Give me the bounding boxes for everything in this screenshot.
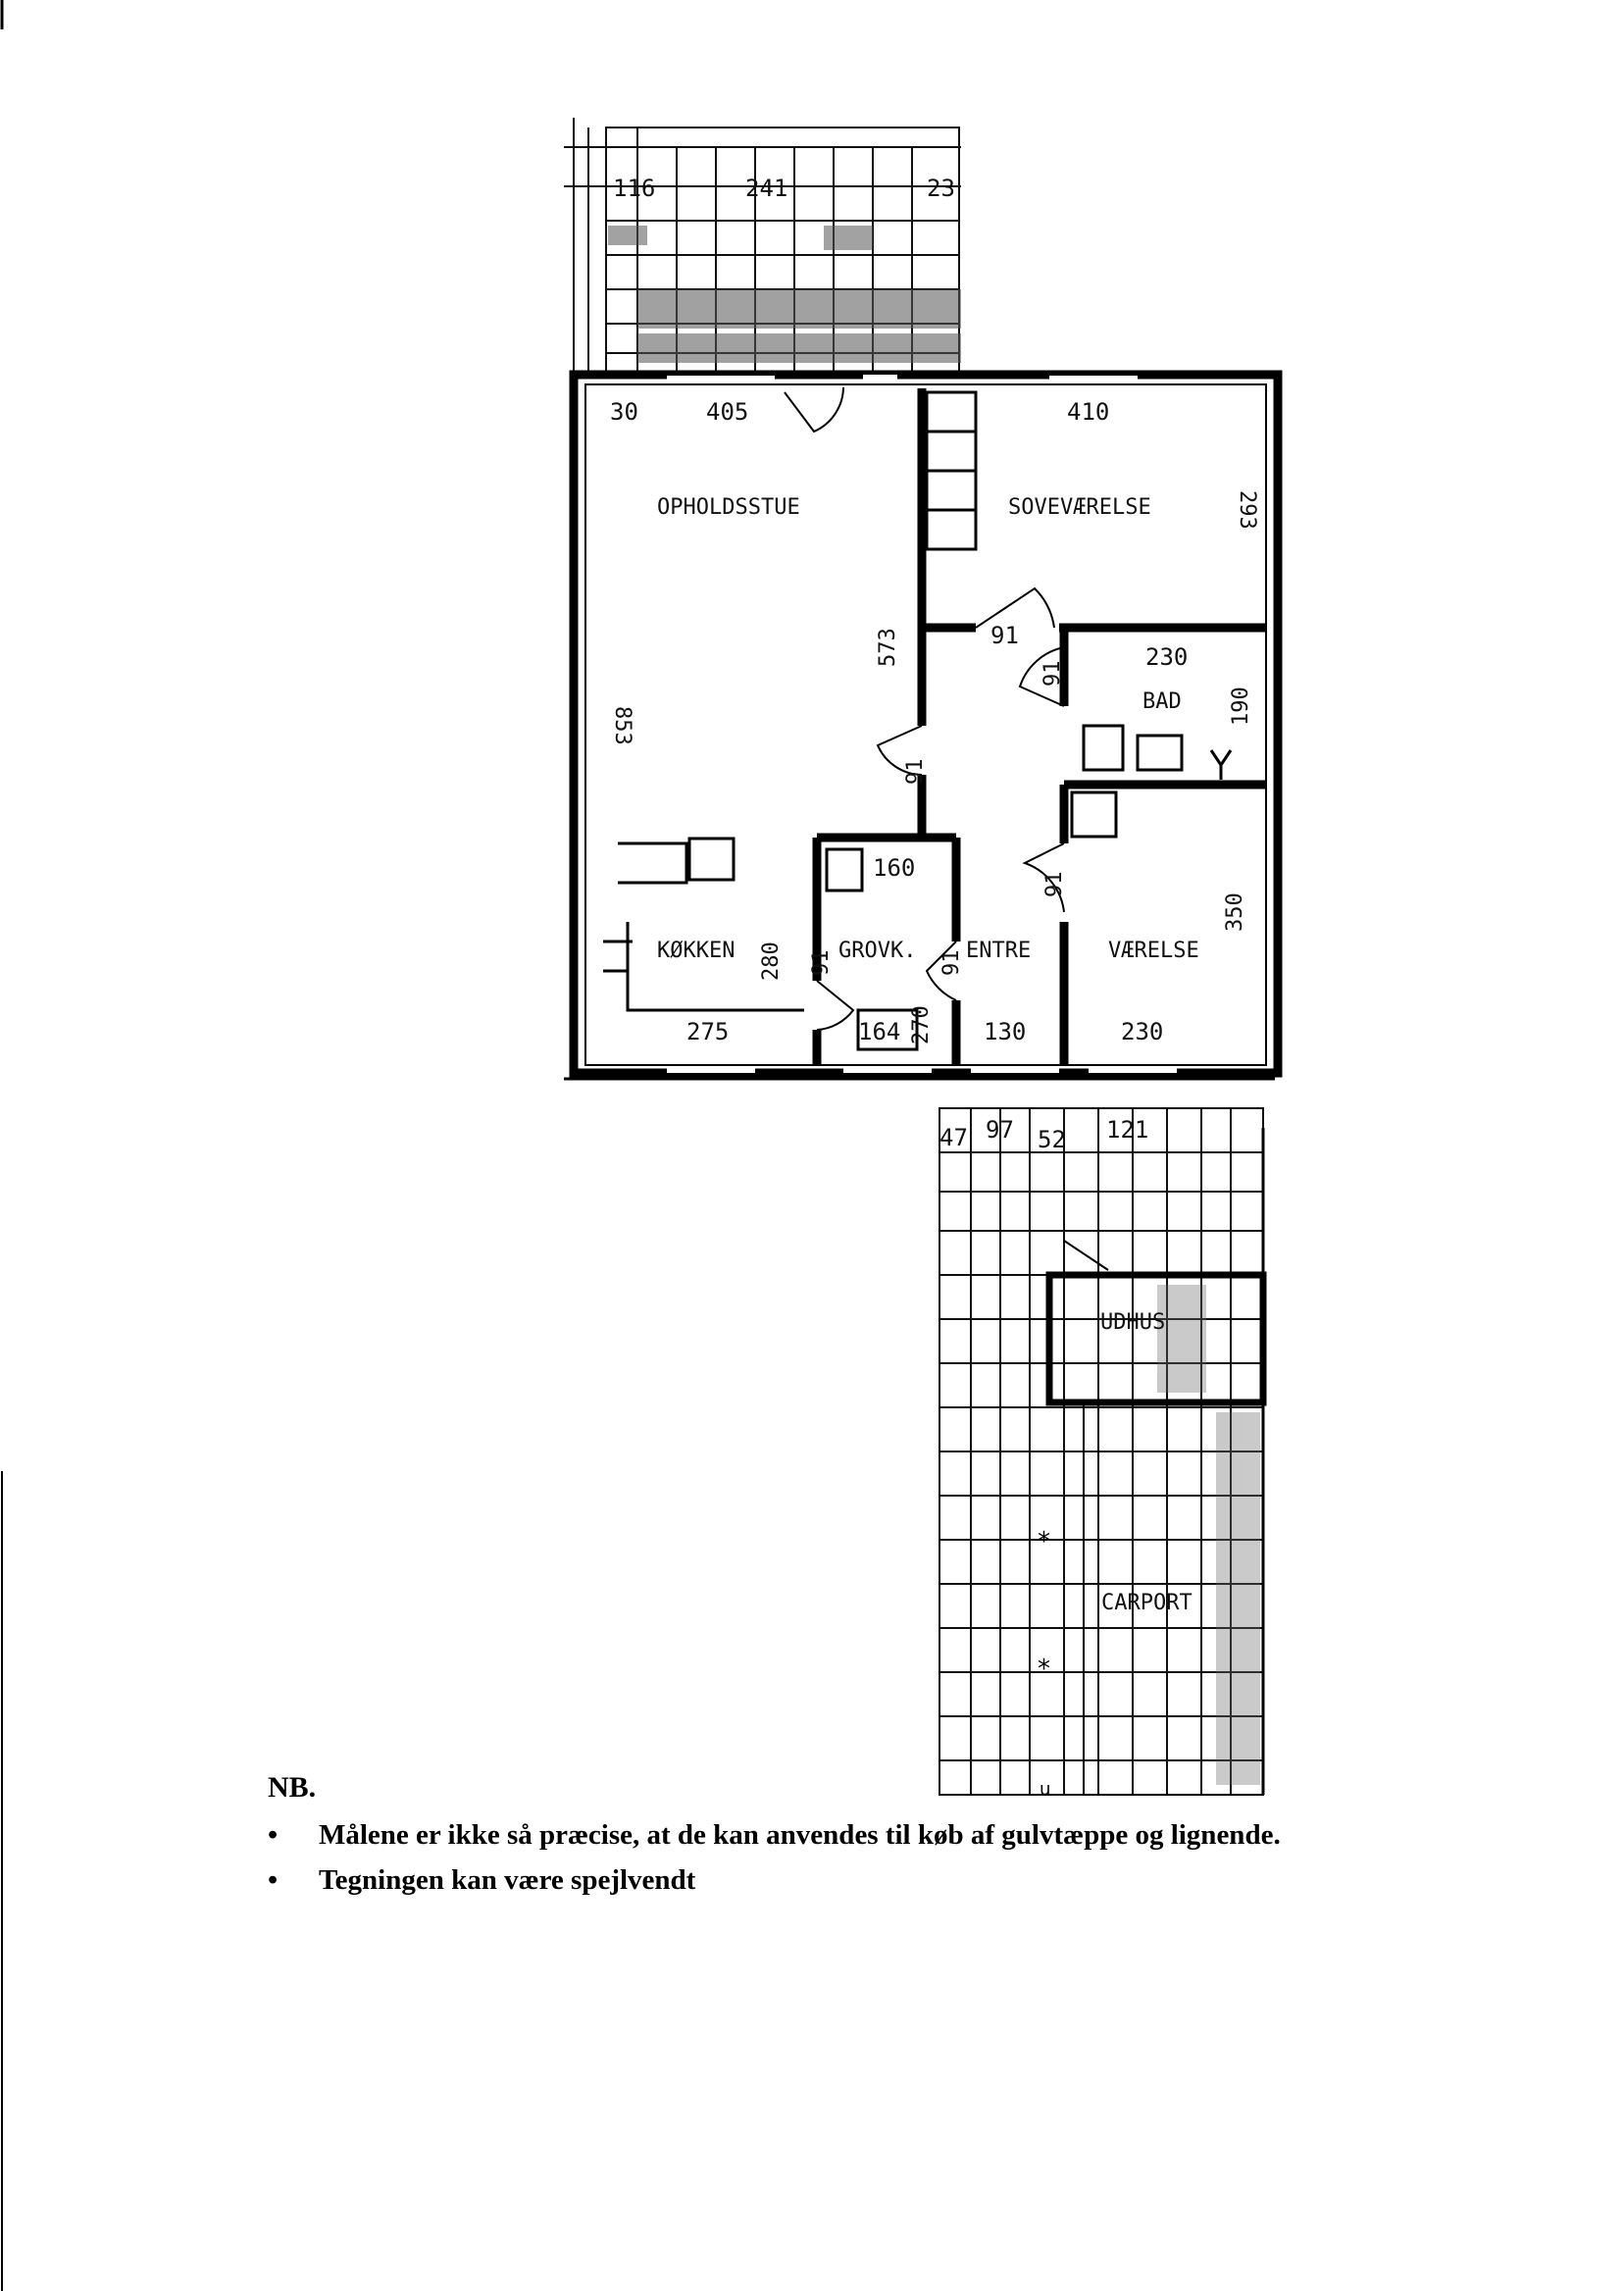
room-label-opholdsstue: OPHOLDSSTUE bbox=[657, 495, 800, 520]
room-label-udhus: UDHUS bbox=[1100, 1310, 1166, 1335]
wardrobe bbox=[927, 392, 976, 549]
room-label-bad: BAD bbox=[1142, 689, 1182, 714]
svg-text:u: u bbox=[1040, 1779, 1051, 1800]
dim-bath-height: 190 bbox=[1229, 687, 1253, 726]
note-item-text: Målene er ikke så præcise, at de kan anvendes til køb af gulvtæppe og lignende. bbox=[319, 1819, 1281, 1851]
dim-yard-b: 97 bbox=[986, 1116, 1014, 1144]
dim-door-bedroom: 91 bbox=[990, 622, 1019, 649]
dim-bottom-kitchen: 275 bbox=[686, 1018, 730, 1045]
dim-room-height: 350 bbox=[1223, 892, 1247, 932]
dim-door-room: 91 bbox=[1042, 871, 1067, 897]
dim-hall-wall: 573 bbox=[876, 628, 900, 667]
note-section bbox=[268, 1771, 1543, 1903]
dim-bottom-grovk: 164 bbox=[858, 1018, 901, 1045]
room-label-grovk: GROVK. bbox=[838, 939, 917, 963]
dim-yard-a: 47 bbox=[939, 1124, 968, 1151]
interior-walls bbox=[817, 388, 1265, 1065]
dim-bath-width: 230 bbox=[1145, 643, 1189, 671]
dim-yard-c: 52 bbox=[1038, 1126, 1066, 1153]
terrace-shading bbox=[608, 226, 961, 363]
note-title: NB. bbox=[268, 1771, 317, 1804]
room-label-entre: ENTRE bbox=[966, 939, 1032, 963]
dim-terrace-left: 116 bbox=[613, 175, 656, 202]
dim-door-bath: 91 bbox=[1040, 660, 1065, 687]
room-label-kokken: KØKKEN bbox=[657, 939, 736, 963]
note-item bbox=[268, 1858, 1543, 1903]
room-label-carport: CARPORT bbox=[1101, 1591, 1193, 1615]
room-label-sovevaerelse: SOVEVÆRELSE bbox=[1008, 495, 1151, 520]
note-list bbox=[268, 1812, 1543, 1903]
svg-text:*: * bbox=[1038, 1655, 1050, 1684]
dim-door-entre: 91 bbox=[939, 949, 964, 976]
dim-door-grovk: 91 bbox=[809, 949, 834, 976]
dim-bedroom-height: 293 bbox=[1235, 490, 1259, 530]
dim-bottom-entre: 130 bbox=[984, 1018, 1027, 1045]
dim-top-left: 30 bbox=[610, 398, 638, 426]
carport-posts bbox=[1038, 1527, 1050, 1800]
dim-top-living: 405 bbox=[706, 398, 749, 426]
dim-left-height: 853 bbox=[610, 706, 634, 745]
note-item-text: Tegningen kan være spejlvendt bbox=[319, 1864, 696, 1896]
bullet: • bbox=[268, 1864, 279, 1896]
dim-store-width: 160 bbox=[873, 854, 916, 882]
room-labels bbox=[657, 495, 1199, 1615]
dim-kitchen-height: 280 bbox=[759, 942, 784, 981]
dim-grovk-height: 270 bbox=[909, 1005, 934, 1044]
svg-text:*: * bbox=[1038, 1527, 1050, 1556]
yard-grid bbox=[939, 1108, 1263, 1795]
carport-shading bbox=[1157, 1285, 1260, 1785]
dim-door-living: 91 bbox=[903, 758, 928, 785]
bullet: • bbox=[268, 1819, 279, 1851]
dim-bottom-room: 230 bbox=[1121, 1018, 1164, 1045]
note-item bbox=[268, 1812, 1543, 1858]
dim-yard-d: 121 bbox=[1106, 1116, 1149, 1144]
dim-terrace-right: 23 bbox=[927, 175, 955, 202]
dim-terrace-mid: 241 bbox=[745, 175, 788, 202]
dim-top-bedroom: 410 bbox=[1067, 398, 1110, 426]
room-label-vaerelse: VÆRELSE bbox=[1108, 939, 1199, 963]
